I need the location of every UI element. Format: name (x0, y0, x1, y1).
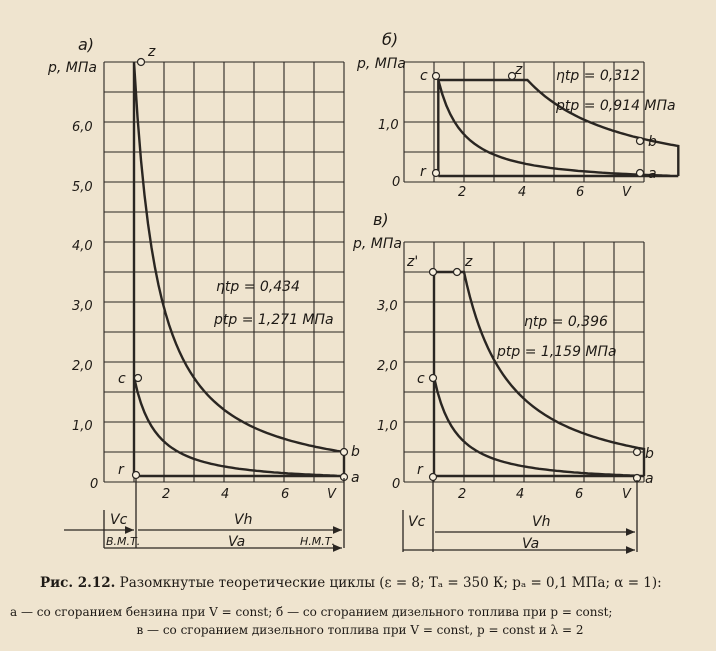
panel-c-label-z: z (465, 254, 473, 270)
panel-c-vh: Vh (532, 514, 551, 530)
caption-title-line (40, 575, 662, 591)
panel-c-point-z1 (430, 269, 437, 276)
panel-b-xtick-2: 2 (458, 185, 467, 200)
panel-b-efficiency: ηtp = 0,312 (556, 68, 640, 84)
panel-b-ytick-0: 0 (392, 175, 401, 190)
panel-b-label-r: r (420, 164, 426, 180)
panel-a-tdc: В.М.Т. (106, 535, 141, 548)
panel-a-ytick-1: 1,0 (72, 419, 93, 434)
panel-c-va: Va (522, 536, 540, 552)
panel-a-point-r (133, 472, 140, 479)
panel-b-mean-pressure: ptp = 0,914 МПа (556, 98, 676, 114)
panel-c-y-axis-label: p, МПа (353, 236, 402, 252)
panel-a-ytick-4: 4,0 (72, 239, 93, 254)
panel-a-label-z: z (148, 44, 156, 60)
panel-c-mean-pressure: ptp = 1,159 МПа (497, 344, 617, 360)
panel-b-label-b: b (648, 134, 657, 150)
panel-b-xtick-v: V (622, 185, 631, 200)
caption-label: Рис. 2.12. (40, 575, 116, 591)
panel-c-vc: Vc (408, 514, 426, 530)
panel-b-point-c (433, 73, 440, 80)
panel-a (47, 35, 360, 550)
panel-b-point-b (637, 138, 644, 145)
panel-a-ytick-0: 0 (90, 477, 99, 492)
panel-c-point-b (634, 449, 641, 456)
panel-a-label-r: r (118, 462, 124, 478)
panel-c-label: в) (373, 210, 389, 229)
panel-c-point-r (430, 474, 437, 481)
panel-c-ytick-1: 1,0 (377, 419, 398, 434)
caption-description (10, 603, 710, 639)
panel-a-point-z (138, 59, 145, 66)
caption-line-c: в — со сгоранием дизельного топлива при V = const, p = const и λ = 2 (136, 623, 584, 637)
panel-c-xtick-v: V (622, 487, 631, 502)
panel-a-va: Va (228, 534, 246, 550)
panel-c-label-b: b (645, 446, 654, 462)
panel-c-label-r: r (417, 462, 423, 478)
panel-b-xtick-4: 4 (518, 185, 527, 200)
panel-b-y-axis-label: p, МПа (357, 56, 406, 72)
panel-a-cycle-curve (134, 62, 344, 476)
panel-a-ytick-3: 3,0 (72, 299, 93, 314)
panel-c (352, 210, 654, 552)
panel-b-cycle-curve (438, 80, 678, 176)
panel-b (356, 30, 678, 200)
panel-c-xtick-4: 4 (516, 487, 525, 502)
panel-a-y-axis-label: p, МПа (48, 60, 97, 76)
panel-c-efficiency: ηtp = 0,396 (524, 314, 608, 330)
panel-b-label-a: a (648, 166, 657, 182)
panel-a-ytick-6: 6,0 (72, 120, 93, 135)
panel-a-mean-pressure: ptp = 1,271 МПа (214, 312, 334, 328)
panel-b-label-z: z (515, 62, 523, 78)
panel-c-label-z1: z' (407, 254, 419, 270)
panel-b-point-r (433, 170, 440, 177)
panel-c-xtick-2: 2 (458, 487, 467, 502)
panel-a-xtick-6: 6 (281, 487, 290, 502)
panel-b-ytick-1: 1,0 (378, 118, 399, 133)
panel-c-point-c (430, 375, 437, 382)
panel-a-point-c (135, 375, 142, 382)
panel-a-point-b (341, 449, 348, 456)
caption-title: Разомкнутые теоретические циклы (ε = 8; Tₐ = 350 К; pₐ = 0,1 МПа; α = 1): (119, 575, 662, 591)
caption-line-a-b: а — со сгоранием бензина при V = const; б — со сгоранием дизельного топлива при p = const; (10, 605, 613, 619)
panel-a-label: а) (78, 35, 95, 54)
panel-b-label-c: c (420, 68, 428, 84)
panel-c-cycle-curve (434, 272, 644, 476)
panel-a-xtick-2: 2 (162, 487, 171, 502)
panel-a-label-c: c (118, 371, 126, 387)
panel-a-label-b: b (351, 444, 360, 460)
panel-c-xtick-6: 6 (575, 487, 584, 502)
panel-c-label-a: a (645, 471, 654, 487)
panel-a-ytick-5: 5,0 (72, 180, 93, 195)
panel-c-label-c: c (417, 371, 425, 387)
panel-a-ytick-2: 2,0 (72, 359, 93, 374)
panel-c-grid (404, 242, 644, 482)
panel-b-xtick-6: 6 (576, 185, 585, 200)
panel-a-vc: Vc (110, 512, 128, 528)
panel-c-ytick-2: 2,0 (377, 359, 398, 374)
panel-a-xtick-v: V (327, 487, 336, 502)
panel-a-efficiency: ηtp = 0,434 (216, 279, 300, 295)
panel-a-bdc: Н.М.Т. (300, 535, 335, 548)
panel-a-vh: Vh (234, 512, 253, 528)
panel-a-xtick-4: 4 (221, 487, 230, 502)
panel-c-point-z (454, 269, 461, 276)
panel-b-label: б) (382, 30, 399, 49)
panel-c-ytick-0: 0 (392, 477, 401, 492)
panel-b-point-a (637, 170, 644, 177)
panel-a-label-a: a (351, 470, 360, 486)
panel-a-grid (104, 62, 344, 482)
panel-c-ytick-3: 3,0 (377, 299, 398, 314)
